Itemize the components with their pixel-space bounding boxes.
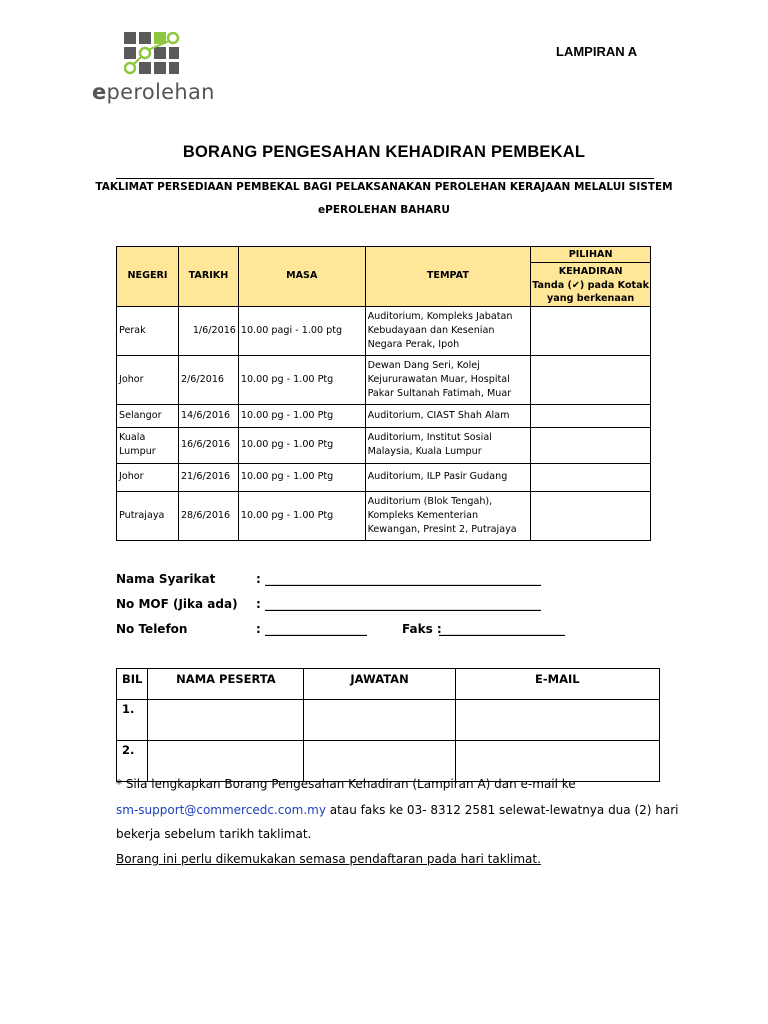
no-mof-field[interactable]: : ______________________________________________	[256, 597, 541, 611]
cell-negeri: Johor	[117, 463, 179, 491]
no-telefon-field[interactable]: : _________________	[256, 622, 367, 636]
form-title: BORANG PENGESAHAN KEHADIRAN PEMBEKAL	[182, 143, 586, 161]
no-telefon-label: No Telefon	[116, 622, 188, 636]
header-negeri: NEGERI	[117, 247, 179, 307]
cell-masa: 10.00 pg - 1.00 Ptg	[238, 463, 365, 491]
note-line-1: * Sila lengkapkan Borang Pengesahan Kehadiran (Lampiran A) dan e-mail ke	[116, 777, 576, 791]
note-line-2	[116, 803, 679, 817]
table-row	[117, 355, 651, 404]
cell-pilihan-checkbox[interactable]	[531, 404, 651, 427]
header-nama-peserta: NAMA PESERTA	[148, 669, 304, 700]
support-email-link[interactable]: sm-support@commercedc.com.my	[116, 803, 326, 817]
cell-masa: 10.00 pagi - 1.00 ptg	[238, 306, 365, 355]
header-pilihan-kehadiran	[531, 247, 651, 307]
cell-negeri: Putrajaya	[117, 491, 179, 540]
cell-tarikh: 16/6/2016	[178, 427, 238, 463]
subtitle-line-1: TAKLIMAT PERSEDIAAN PEMBEKAL BAGI PELAKSANAKAN PEROLEHAN KERAJAAN MELALUI SISTEM	[95, 181, 673, 193]
cell-tempat: Dewan Dang Seri, Kolej Kejururawatan Muar, Hospital Pakar Sultanah Fatimah, Muar	[365, 355, 531, 404]
cell-negeri: Kuala Lumpur	[117, 427, 179, 463]
cell-bil: 1.	[117, 700, 148, 741]
cell-pilihan-checkbox[interactable]	[531, 355, 651, 404]
lampiran-label: LAMPIRAN A	[556, 44, 638, 59]
header-tarikh: TARIKH	[178, 247, 238, 307]
table-row	[117, 491, 651, 540]
eperolehan-logo-grid	[124, 32, 180, 80]
header-bil: BIL	[117, 669, 148, 700]
cell-masa: 10.00 pg - 1.00 Ptg	[238, 355, 365, 404]
cell-tarikh: 21/6/2016	[178, 463, 238, 491]
cell-pilihan-checkbox[interactable]	[531, 427, 651, 463]
cell-tempat: Auditorium, Kompleks Jabatan Kebudayaan dan Kesenian Negara Perak, Ipoh	[365, 306, 531, 355]
participants-table	[116, 668, 660, 782]
cell-tarikh: 14/6/2016	[178, 404, 238, 427]
cell-tarikh: 1/6/2016	[178, 306, 238, 355]
cell-negeri: Perak	[117, 306, 179, 355]
cell-pilihan-checkbox[interactable]	[531, 491, 651, 540]
nama-syarikat-field[interactable]: : ______________________________________________	[256, 572, 541, 586]
note-line-2-rest: atau faks ke 03- 8312 2581 selewat-lewatnya dua (2) hari	[325, 803, 679, 817]
schedule-header-row	[117, 247, 651, 307]
nama-syarikat-label: Nama Syarikat	[116, 572, 216, 586]
cell-tarikh: 28/6/2016	[178, 491, 238, 540]
faks-field[interactable]: _____________________	[439, 622, 565, 636]
table-row	[117, 404, 651, 427]
schedule-table	[116, 246, 651, 541]
table-row	[117, 427, 651, 463]
cell-tarikh: 2/6/2016	[178, 355, 238, 404]
eperolehan-logo-text	[92, 80, 215, 104]
nama-syarikat-row	[116, 572, 656, 590]
header-kehadiran: KEHADIRAN	[558, 266, 623, 277]
cell-masa: 10.00 pg - 1.00 Ptg	[238, 491, 365, 540]
cell-tempat: Auditorium (Blok Tengah), Kompleks Kementerian Kewangan, Presint 2, Putrajaya	[365, 491, 531, 540]
cell-jawatan[interactable]	[304, 741, 455, 782]
table-row	[117, 700, 660, 741]
logo-e: e	[92, 80, 107, 104]
header-tanda: Tanda (✔) pada Kotak yang berkenaan	[532, 279, 649, 304]
cell-nama-peserta[interactable]	[148, 741, 304, 782]
table-row	[117, 741, 660, 782]
cell-nama-peserta[interactable]	[148, 700, 304, 741]
title-divider	[116, 178, 654, 179]
cell-pilihan-checkbox[interactable]	[531, 463, 651, 491]
cell-negeri: Johor	[117, 355, 179, 404]
no-mof-row	[116, 597, 656, 615]
cell-email[interactable]	[455, 700, 659, 741]
cell-tempat: Auditorium, CIAST Shah Alam	[365, 404, 531, 427]
cell-tempat: Auditorium, ILP Pasir Gudang	[365, 463, 531, 491]
cell-masa: 10.00 pg - 1.00 Ptg	[238, 404, 365, 427]
no-telefon-row	[116, 622, 656, 640]
cell-masa: 10.00 pg - 1.00 Ptg	[238, 427, 365, 463]
note-line-3: bekerja sebelum tarikh taklimat.	[116, 827, 312, 841]
header-pilihan: PILIHAN	[531, 247, 650, 263]
table-row	[117, 306, 651, 355]
cell-email[interactable]	[455, 741, 659, 782]
cell-negeri: Selangor	[117, 404, 179, 427]
cell-tempat: Auditorium, Institut Sosial Malaysia, Kuala Lumpur	[365, 427, 531, 463]
cell-bil: 2.	[117, 741, 148, 782]
table-row	[117, 463, 651, 491]
subtitle-line-2: ePEROLEHAN BAHARU	[318, 204, 450, 216]
no-mof-label: No MOF (Jika ada)	[116, 597, 238, 611]
cell-pilihan-checkbox[interactable]	[531, 306, 651, 355]
cell-jawatan[interactable]	[304, 700, 455, 741]
logo-word: perolehan	[106, 80, 215, 104]
header-masa: MASA	[238, 247, 365, 307]
note-line-4: Borang ini perlu dikemukakan semasa pendaftaran pada hari taklimat.	[116, 852, 541, 866]
header-jawatan: JAWATAN	[304, 669, 455, 700]
header-email: E-MAIL	[455, 669, 659, 700]
header-tempat: TEMPAT	[365, 247, 531, 307]
faks-label: Faks :	[402, 622, 442, 636]
participants-header-row	[117, 669, 660, 700]
